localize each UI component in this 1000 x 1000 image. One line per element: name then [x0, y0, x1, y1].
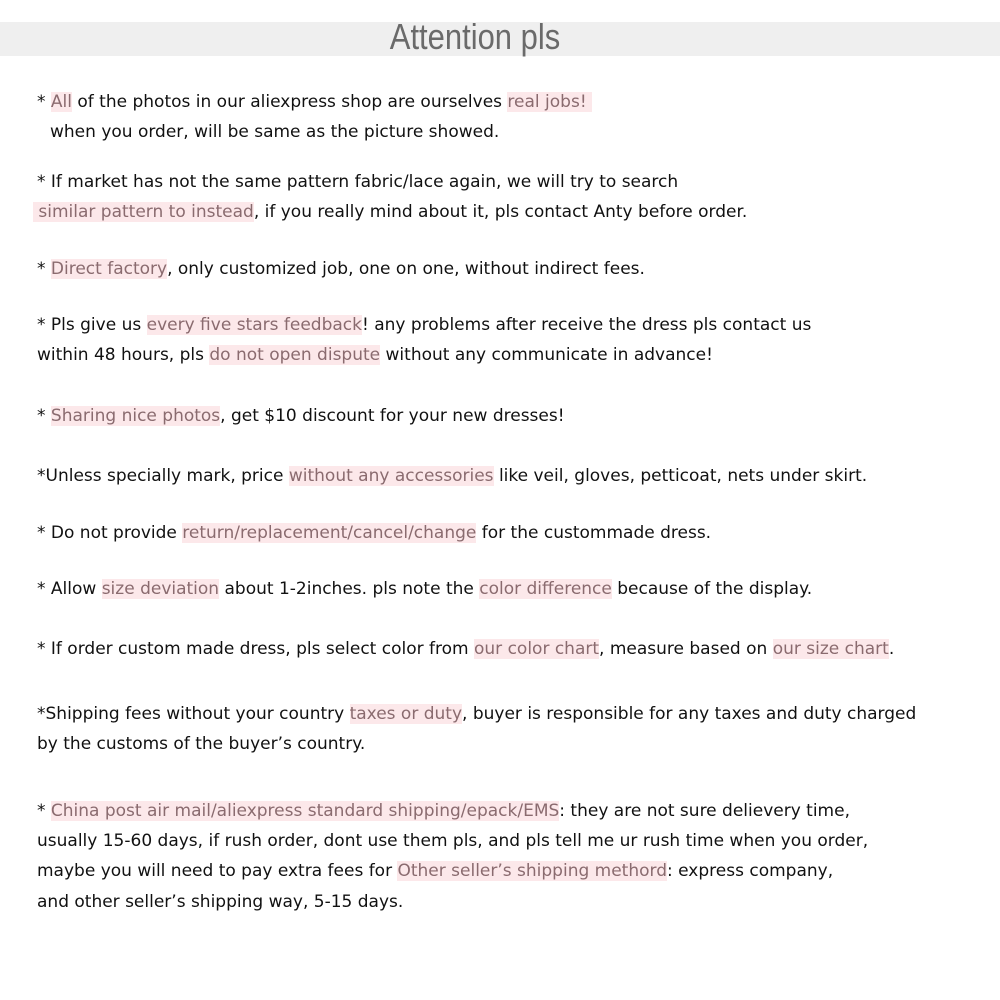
text-line [50, 121, 499, 143]
highlighted-phrase: Other seller’s shipping methord [397, 861, 668, 881]
text-segment: , if you really mind about it, pls contact Anty before order. [253, 202, 748, 222]
text-segment: when you order, will be same as the picture showed. [50, 122, 500, 142]
text-segment: , buyer is responsible for any taxes and duty charged [462, 704, 917, 724]
text-segment: like veil, gloves, petticoat, nets under skirt. [493, 466, 868, 486]
text-line [37, 258, 645, 280]
text-line [37, 314, 811, 336]
highlighted-phrase: taxes or duty [349, 704, 463, 724]
text-line [37, 344, 713, 366]
text-line [37, 703, 916, 725]
text-segment: * [37, 92, 51, 112]
highlighted-phrase: similar pattern to instead [33, 202, 254, 222]
text-line [37, 891, 403, 913]
text-line [37, 830, 868, 852]
text-segment: maybe you will need to pay extra fees for [37, 861, 398, 881]
text-segment: about 1-2inches. pls note the [219, 579, 480, 599]
text-segment: * If order custom made dress, pls select color from [37, 639, 474, 659]
highlighted-phrase: color difference [479, 579, 612, 599]
highlighted-phrase: size deviation [101, 579, 220, 599]
highlighted-phrase: without any accessories [288, 466, 494, 486]
text-segment: * Allow [37, 579, 102, 599]
text-line [37, 405, 565, 427]
text-segment: *Unless specially mark, price [37, 466, 289, 486]
highlighted-phrase: our color chart [474, 639, 600, 659]
highlighted-phrase: return/replacement/cancel/change [182, 523, 477, 543]
highlighted-phrase: All [50, 92, 72, 112]
highlighted-phrase: China post air mail/aliexpress standard shipping/epack/EMS [50, 801, 560, 821]
text-segment: for the custommade dress. [476, 523, 712, 543]
text-segment: , get $10 discount for your new dresses! [220, 406, 565, 426]
text-segment: of the photos in our aliexpress shop are ourselves [71, 92, 508, 112]
text-segment: * Do not provide [37, 523, 183, 543]
text-segment: because of the display. [611, 579, 813, 599]
text-segment: *Shipping fees without your country [37, 704, 350, 724]
text-line [37, 733, 365, 755]
text-segment: * Pls give us [37, 315, 147, 335]
highlighted-phrase: Sharing nice photos [50, 406, 221, 426]
text-line [33, 201, 747, 223]
text-line [37, 91, 592, 113]
highlighted-phrase: real jobs! [507, 92, 593, 112]
text-line [37, 578, 812, 600]
text-segment: by the customs of the buyer’s country. [37, 734, 366, 754]
highlighted-phrase: our size chart [772, 639, 889, 659]
text-segment: : they are not sure delievery time, [559, 801, 850, 821]
text-segment: * [37, 259, 51, 279]
text-line [37, 522, 711, 544]
text-line [37, 800, 850, 822]
text-segment: * If market has not the same pattern fabric/lace again, we will try to search [37, 172, 679, 192]
page-title: Attention pls [389, 16, 561, 57]
text-segment: * [37, 406, 51, 426]
text-line [37, 638, 894, 660]
text-segment: , measure based on [599, 639, 773, 659]
text-segment: * [37, 801, 51, 821]
highlighted-phrase: Direct factory [50, 259, 168, 279]
text-segment: usually 15-60 days, if rush order, dont use them pls, and pls tell me ur rush time when you order, [37, 831, 869, 851]
text-segment: without any communicate in advance! [380, 345, 713, 365]
text-segment: ! any problems after receive the dress pls contact us [361, 315, 812, 335]
text-line [37, 860, 833, 882]
highlighted-phrase: do not open dispute [209, 345, 381, 365]
text-segment: and other seller’s shipping way, 5-15 days. [37, 892, 404, 912]
text-segment: within 48 hours, pls [37, 345, 210, 365]
text-line [37, 171, 678, 193]
highlighted-phrase: every five stars feedback [146, 315, 362, 335]
text-segment: , only customized job, one on one, without indirect fees. [167, 259, 645, 279]
text-segment: . [888, 639, 895, 659]
text-line [37, 465, 867, 487]
text-segment: : express company, [667, 861, 834, 881]
